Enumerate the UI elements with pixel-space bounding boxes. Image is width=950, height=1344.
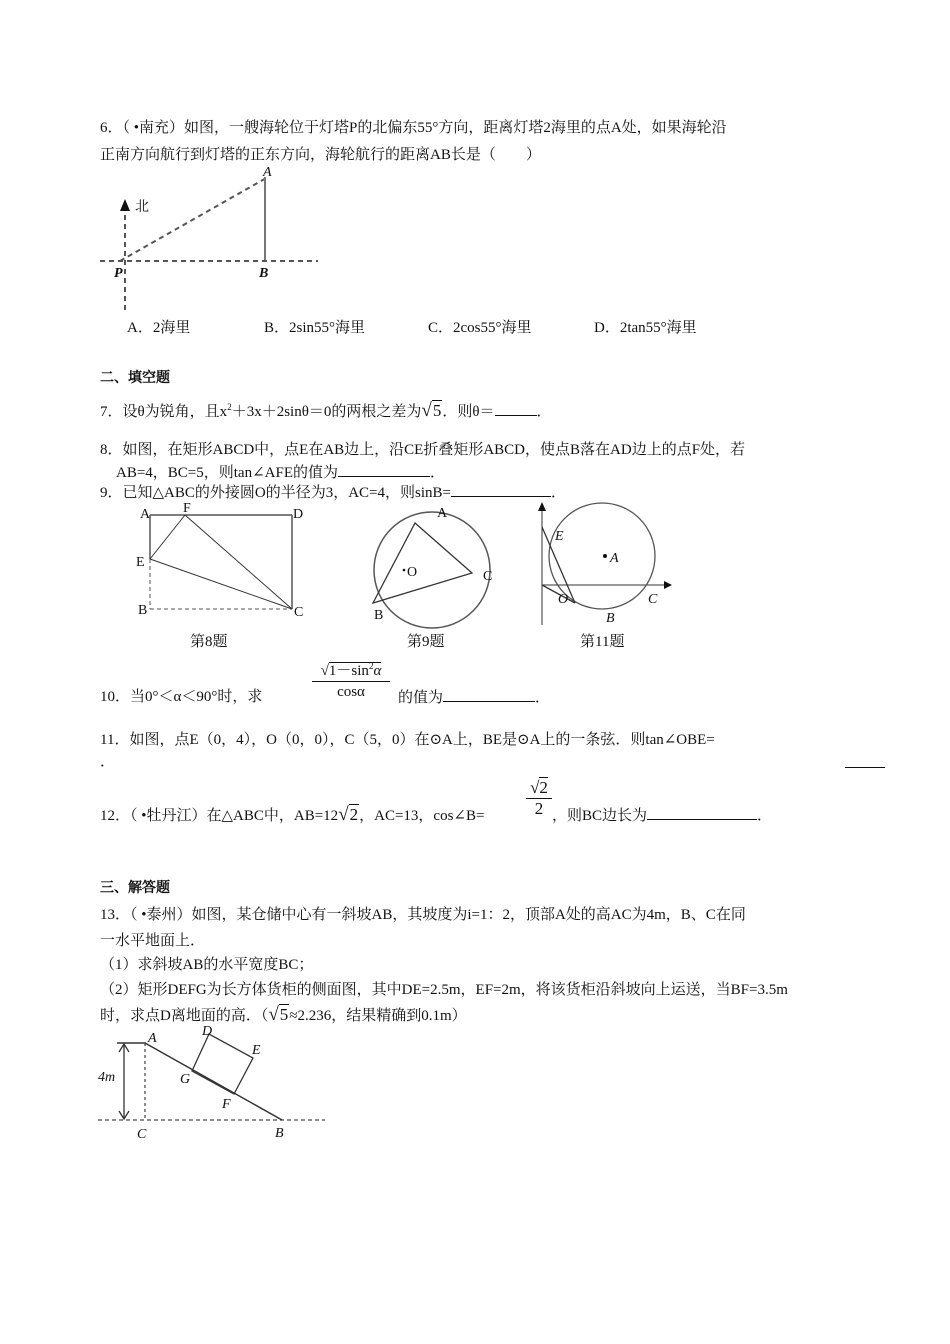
svg-text:C: C bbox=[648, 592, 658, 607]
svg-text:B: B bbox=[374, 608, 384, 623]
q6-line1: 6．（ •南充）如图，一艘海轮位于灯塔P的北偏东55°方向，距离灯塔2海里的点A处，如果海轮沿 bbox=[100, 120, 727, 136]
q11-line1: 11．如图，点E（0，4），O（0，0），C（5，0）在⊙A上，BE是⊙A上的一条弦．则tan∠OBE= bbox=[100, 732, 715, 748]
svg-text:D: D bbox=[202, 1024, 213, 1039]
point-a-label: A bbox=[263, 165, 272, 180]
svg-text:O: O bbox=[407, 565, 418, 580]
svg-text:B: B bbox=[606, 611, 615, 626]
svg-text:F: F bbox=[222, 1097, 231, 1112]
q10-text: 10．当0°＜α＜90°时，求 bbox=[100, 689, 263, 705]
q12-text: 12．（ •牡丹江）在△ABC中，AB=12√2，AC=13，cos∠B= bbox=[100, 804, 485, 825]
svg-text:A: A bbox=[140, 507, 151, 522]
svg-text:4m: 4m bbox=[98, 1070, 116, 1085]
svg-text:B: B bbox=[138, 603, 148, 618]
q13-part2: （2）矩形DEFG为长方体货柜的侧面图，其中DE=2.5m，EF=2m，将该货柜沿斜坡向上运送，当BF=3.5m bbox=[100, 982, 788, 998]
section-heading-fill-in: 二、填空题 bbox=[100, 370, 170, 386]
section-heading-solutions: 三、解答题 bbox=[100, 880, 170, 896]
q13-line5: 时，求点D离地面的高．（√5≈2.236，结果精确到0.1m） bbox=[100, 1004, 467, 1025]
svg-text:A: A bbox=[437, 506, 448, 521]
svg-text:F: F bbox=[183, 501, 191, 516]
svg-text:O: O bbox=[558, 592, 569, 607]
svg-text:E: E bbox=[555, 529, 564, 544]
q12-answer: ，则BC边长为 ． bbox=[552, 805, 772, 826]
q8-line2: AB=4，BC=5，则tan∠AFE的值为 ． bbox=[116, 462, 445, 483]
q6-line2: 正南方向航行到灯塔的正东方向，海轮航行的距离AB长是（ ） bbox=[100, 147, 541, 163]
svg-text:C: C bbox=[137, 1127, 147, 1142]
q13-line2: 一水平地面上． bbox=[100, 933, 206, 949]
svg-text:E: E bbox=[136, 555, 145, 570]
q6-option-c: C．2cos55°海里 bbox=[428, 320, 532, 336]
q13-part1: （1）求斜坡AB的水平宽度BC； bbox=[100, 957, 314, 973]
svg-text:A: A bbox=[610, 551, 619, 566]
q10-answer: 的值为 ． bbox=[398, 687, 550, 708]
figure-8-caption: 第8题 bbox=[190, 634, 228, 650]
q9: 9．已知△ABC的外接圆O的半径为3，AC=4，则sinB= ． bbox=[100, 482, 566, 503]
q7: 7．设θ为锐角，且$x^2+3x+2\sin\theta=0$的两根之差为√5．则θ＝ ． bbox=[100, 400, 552, 421]
north-label: 北 bbox=[135, 200, 149, 215]
svg-text:C: C bbox=[483, 569, 493, 584]
point-p-label: P bbox=[114, 266, 123, 281]
q6-option-d: D．2tan55°海里 bbox=[594, 320, 697, 336]
q10-fraction: $\frac{√1-\sin^2\alpha}{\cos\alpha}$ bbox=[312, 656, 390, 702]
q11-line2: ． bbox=[100, 754, 116, 770]
figure-9-caption: 第9题 bbox=[407, 634, 445, 650]
svg-text:C: C bbox=[294, 605, 304, 620]
svg-text:B: B bbox=[275, 1126, 284, 1141]
q8-line1: 8．如图，在矩形ABCD中，点E在AB边上，沿CE折叠矩形ABCD，使点B落在AD边上的点F处，若 bbox=[100, 442, 746, 458]
svg-text:D: D bbox=[293, 507, 304, 522]
svg-text:G: G bbox=[180, 1072, 191, 1087]
svg-text:E: E bbox=[252, 1043, 261, 1058]
q6-option-b: B．2sin55°海里 bbox=[264, 320, 366, 336]
q13-line1: 13．（ •泰州）如图，某仓储中心有一斜坡AB，其坡度为i=1：2，顶部A处的高AC为4m，B、C在同 bbox=[100, 907, 746, 923]
q6-option-a: A．2海里 bbox=[127, 320, 191, 336]
point-b-label: B bbox=[259, 266, 269, 281]
figure-11-caption: 第11题 bbox=[580, 634, 625, 650]
svg-text:A: A bbox=[148, 1031, 157, 1046]
q12-fraction: $\frac{√2}{2}$ bbox=[526, 778, 552, 819]
